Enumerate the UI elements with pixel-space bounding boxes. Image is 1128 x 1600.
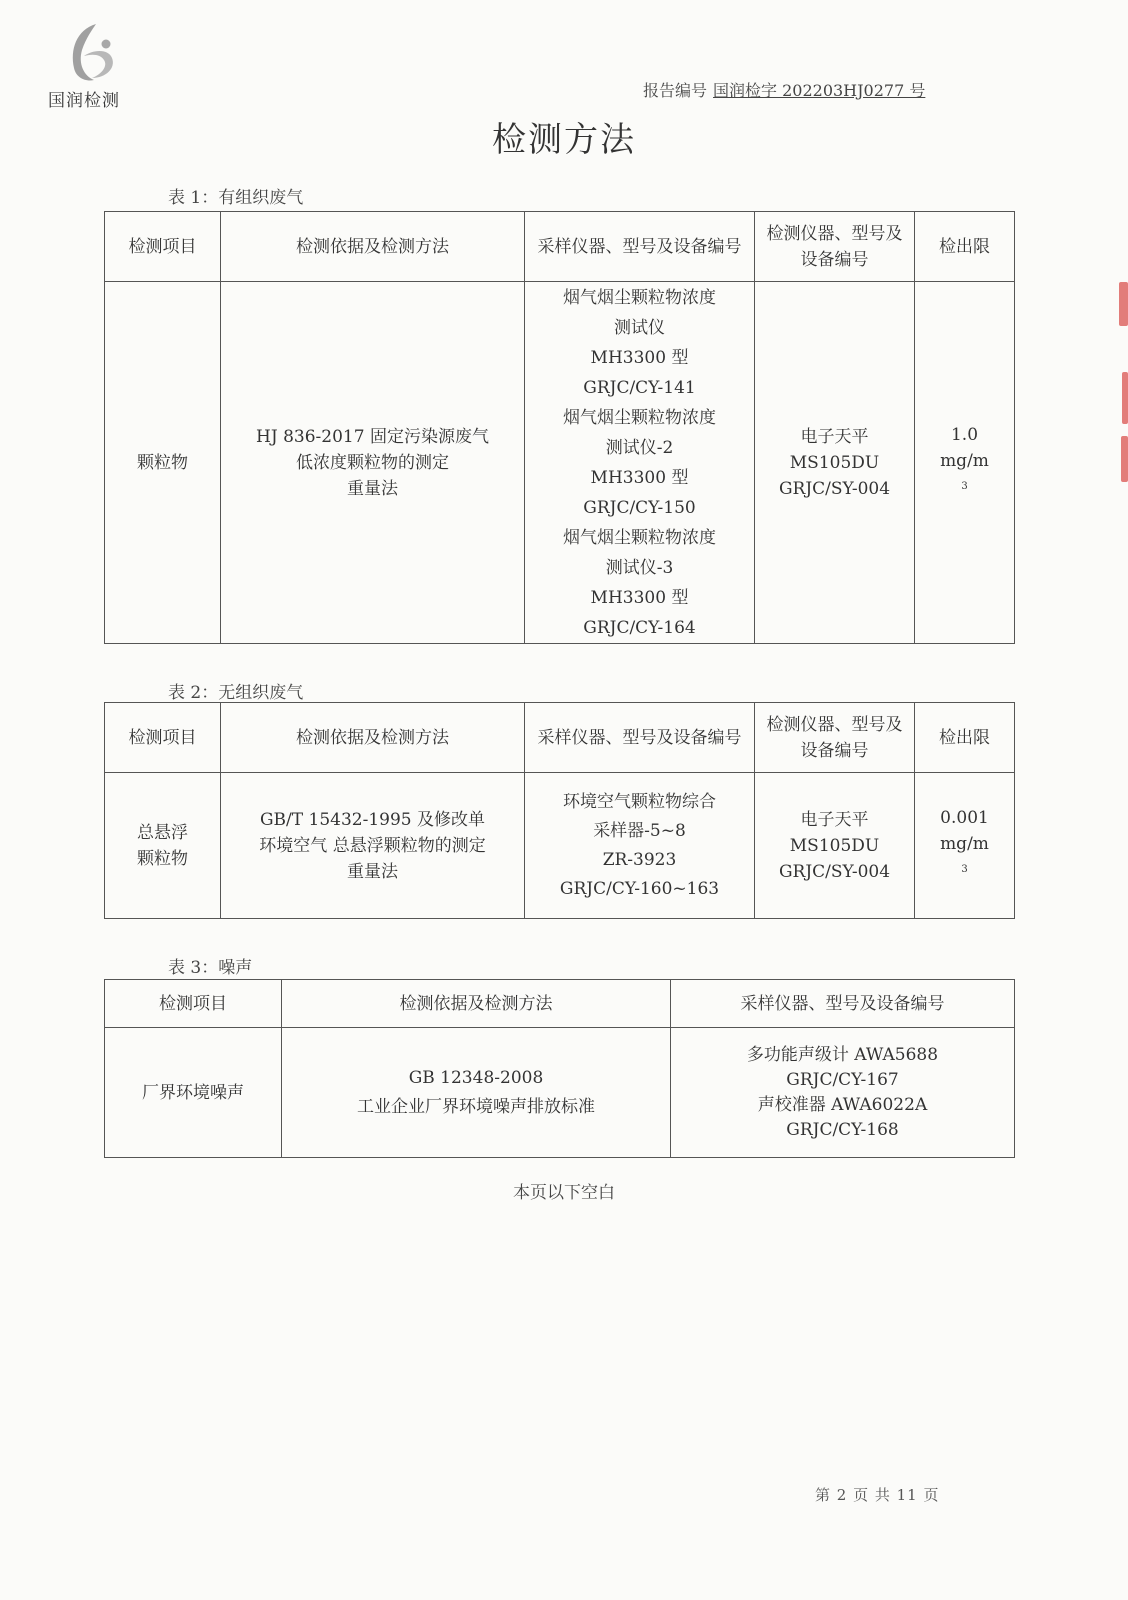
table2-header-limit: 检出限 [915, 703, 1015, 773]
table3-sampler: 多功能声级计 AWA5688 GRJC/CY-167 声校准器 AWA6022A GRJC/CY-168 [671, 1028, 1015, 1158]
table2-caption: 表 2：无组织废气 [168, 683, 304, 703]
table1-header-instrument: 检测仪器、型号及设备编号 [755, 212, 915, 282]
table3-header-method: 检测依据及检测方法 [282, 980, 671, 1028]
table2-header-item: 检测项目 [105, 703, 221, 773]
table2-limit: 0.001 mg/m $^3$ [915, 773, 1015, 919]
table3-header-sampler: 采样仪器、型号及设备编号 [671, 980, 1015, 1028]
logo-mark-icon [62, 20, 124, 86]
table3-noise [104, 979, 1015, 1158]
page-title: 检测方法 [492, 120, 636, 160]
table1-limit: 1.0 mg/m $^3$ [915, 282, 1015, 644]
table1-header-sampler: 采样仪器、型号及设备编号 [525, 212, 755, 282]
report-number-value: 国润检字 202203HJ0277 号 [713, 81, 926, 100]
table-row [105, 282, 1015, 644]
seal-fragment-icon [1121, 436, 1128, 482]
table2-header-sampler: 采样仪器、型号及设备编号 [525, 703, 755, 773]
table2-instrument: 电子天平 MS105DU GRJC/SY-004 [755, 773, 915, 919]
table-row [105, 773, 1015, 919]
seal-fragment-icon [1119, 282, 1128, 326]
table3-caption: 表 3：噪声 [168, 958, 253, 978]
table1-header-row [105, 212, 1015, 282]
table3-header-item: 检测项目 [105, 980, 282, 1028]
table-row [105, 1028, 1015, 1158]
table1-header-limit: 检出限 [915, 212, 1015, 282]
table1-caption: 表 1：有组织废气 [168, 188, 304, 208]
table1-header-item: 检测项目 [105, 212, 221, 282]
table2-header-instrument: 检测仪器、型号及设备编号 [755, 703, 915, 773]
table1-sampler: 烟气烟尘颗粒物浓度 测试仪 MH3300 型 GRJC/CY-141 烟气烟尘颗粒物浓度 测试仪-2 MH3300 型 GRJC/CY-150 烟气烟尘颗粒物浓度 测试仪-3 MH3300 型 GRJC/CY-164 [525, 282, 755, 644]
table2-unorganized-exhaust [104, 702, 1015, 919]
report-number [643, 78, 925, 101]
table1-method: HJ 836-2017 固定污染源废气 低浓度颗粒物的测定 重量法 [221, 282, 525, 644]
table2-header-row [105, 703, 1015, 773]
table2-method: GB/T 15432-1995 及修改单 环境空气 总悬浮颗粒物的测定 重量法 [221, 773, 525, 919]
table3-method: GB 12348-2008 工业企业厂界环境噪声排放标准 [282, 1028, 671, 1158]
table2-item: 总悬浮 颗粒物 [105, 773, 221, 919]
seal-fragment-icon [1122, 372, 1128, 424]
page-number: 第 2 页 共 11 页 [815, 1486, 940, 1504]
table2-header-method: 检测依据及检测方法 [221, 703, 525, 773]
table2-sampler: 环境空气颗粒物综合 采样器-5~8 ZR-3923 GRJC/CY-160~163 [525, 773, 755, 919]
table3-header-row [105, 980, 1015, 1028]
table1-header-method: 检测依据及检测方法 [221, 212, 525, 282]
blank-below-note: 本页以下空白 [513, 1183, 615, 1203]
table1-item: 颗粒物 [105, 282, 221, 644]
table1-instrument: 电子天平 MS105DU GRJC/SY-004 [755, 282, 915, 644]
table1-organized-exhaust [104, 211, 1015, 644]
report-number-label: 报告编号 [643, 81, 708, 100]
company-logo [48, 20, 158, 111]
table3-item: 厂界环境噪声 [105, 1028, 282, 1158]
logo-text: 国润检测 [48, 91, 120, 111]
